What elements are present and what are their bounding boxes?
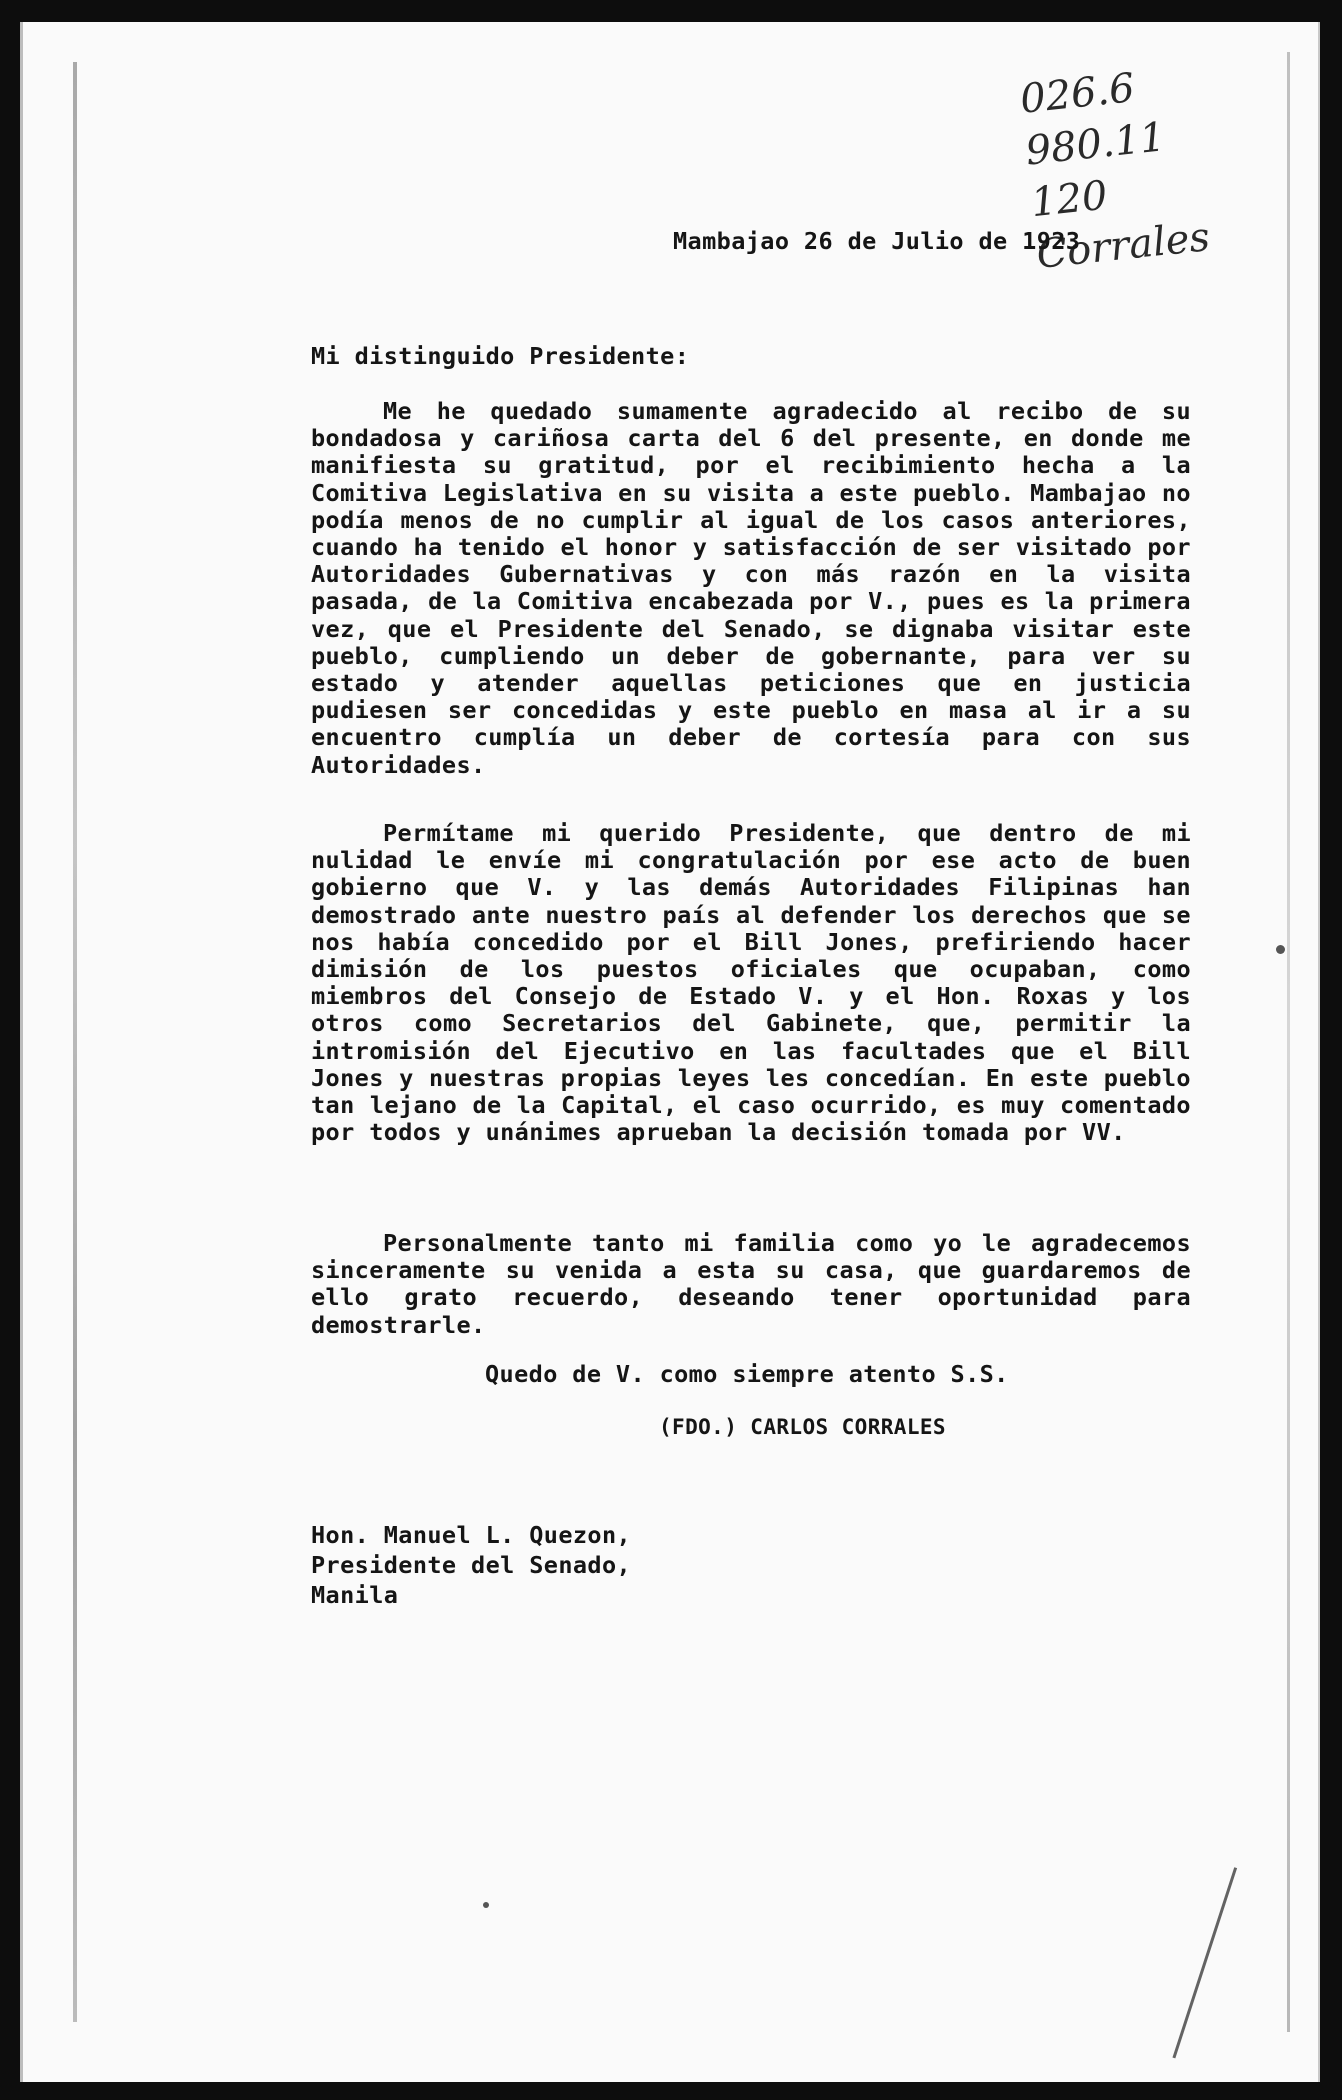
paper-fold-right (1287, 52, 1290, 2032)
paper-speck (483, 1902, 489, 1908)
file-number-note: 026.6 (1018, 65, 1137, 123)
paragraph-1: Me he quedado sumamente agradecido al recibo de su bondadosa y cariñosa carta del 6 del presente, en donde me manifiesta su gratitud, por el recibimiento hecha a la Comitiva Legislativa en su visita a este pueblo. Mambajao no podía menos de no cumplir al igual de los casos anteriores, cuando ha tenido el honor y satisfacción de ser visitado por Autoridades Gubernativas y con más razón en la visita pasada, de la Comitiva encabezada por V., pues es la primera vez, que el Presidente del Senado, se dignaba visitar este pueblo, cumpliendo un deber de gobernante, para ver su estado y atender aquellas peticiones que en justicia pudiesen ser concedidas y este pueblo en masa al ir a su encuentro cumplía un deber de cortesía para con sus Autoridades. (311, 397, 1191, 779)
signature-line: (FDO.) CARLOS CORRALES (659, 1415, 946, 1439)
file-name-note: 120 Corrales (1028, 172, 1212, 278)
file-index-note: 980.11 (1023, 114, 1168, 175)
letter-page (20, 22, 1320, 2082)
paragraph-3: Personalmente tanto mi familia como yo le agradecemos sinceramente su venida a esta su casa, que guardaremos de ello grato recuerdo, deseando tener oportunidad para demostrarle. (311, 1229, 1191, 1339)
addressee-title: Presidente del Senado, (311, 1551, 632, 1579)
corner-stroke-mark (1106, 1846, 1237, 2059)
paper-fold-left (73, 62, 77, 2022)
paragraph-2: Permítame mi querido Presidente, que dentro de mi nulidad le envíe mi congratulación por ese acto de buen gobierno que V. y las demás Autoridades Filipinas han demostrado ante nuestro país al defender los derechos que se nos había concedido por el Bill Jones, prefiriendo hacer dimisión de los puestos oficiales que ocupaban, como miembros del Consejo de Estado V. y el Hon. Roxas y los otros como Secretarios del Gabinete, que, permitir la intromisión del Ejecutivo en las facultades que el Bill Jones y nuestras propias leyes les concedían. En este pueblo tan lejano de la Capital, el caso ocurrido, es muy comentado por todos y unánimes aprueban la decisión tomada por VV. (311, 819, 1191, 1147)
salutation: Mi distinguido Presidente: (311, 342, 690, 370)
closing-line: Quedo de V. como siempre atento S.S. (485, 1360, 1009, 1388)
addressee-name: Hon. Manuel L. Quezon, (311, 1521, 632, 1549)
addressee-city: Manila (311, 1581, 399, 1609)
letter-date: Mambajao 26 de Julio de 1923 (673, 227, 1081, 255)
paper-speck (1276, 945, 1285, 954)
addressee-block (311, 1520, 1191, 1610)
